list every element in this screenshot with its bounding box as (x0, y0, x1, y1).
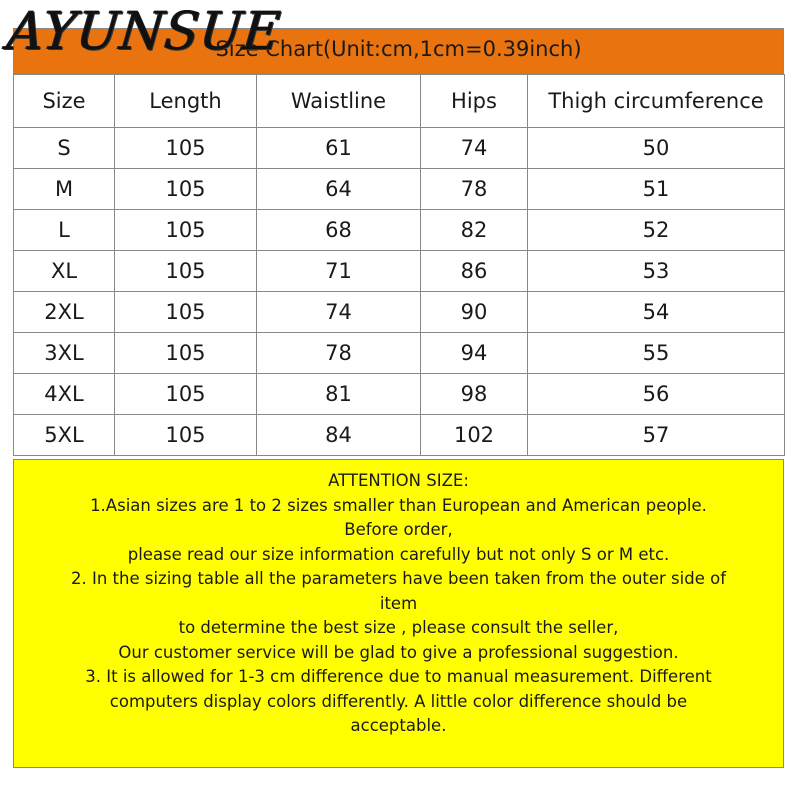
attention-line: 1.Asian sizes are 1 to 2 sizes smaller than European and American people. (90, 495, 707, 515)
table-row (14, 415, 785, 456)
column-header: Length (115, 75, 257, 128)
column-header: Hips (421, 75, 528, 128)
column-header: Thigh circumference (528, 75, 785, 128)
table-cell: 50 (528, 128, 785, 169)
table-cell: M (14, 169, 115, 210)
table-cell: 51 (528, 169, 785, 210)
table-cell: 74 (257, 292, 421, 333)
table-cell: XL (14, 251, 115, 292)
table-cell: 90 (421, 292, 528, 333)
table-row (14, 169, 785, 210)
table-cell: 55 (528, 333, 785, 374)
table-cell: 105 (115, 415, 257, 456)
table-cell: 98 (421, 374, 528, 415)
table-cell: 61 (257, 128, 421, 169)
table-cell: 74 (421, 128, 528, 169)
table-cell: 3XL (14, 333, 115, 374)
attention-heading: ATTENTION SIZE: (328, 471, 469, 490)
table-cell: 105 (115, 210, 257, 251)
table-cell: 105 (115, 292, 257, 333)
table-cell: 54 (528, 292, 785, 333)
attention-line: 3. It is allowed for 1-3 cm difference due to manual measurement. Different (85, 667, 712, 686)
table-cell: 81 (257, 374, 421, 415)
table-cell: 56 (528, 374, 785, 415)
attention-line: Before order, (344, 520, 453, 539)
table-cell: 5XL (14, 415, 115, 456)
table-cell: 105 (115, 169, 257, 210)
table-row (14, 128, 785, 169)
table-cell: 84 (257, 415, 421, 456)
table-cell: S (14, 128, 115, 169)
table-cell: 57 (528, 415, 785, 456)
attention-line: acceptable. (350, 716, 447, 735)
table-cell: L (14, 210, 115, 251)
table-row (14, 333, 785, 374)
table-cell: 2XL (14, 292, 115, 333)
table-row (14, 374, 785, 415)
table-header-row (14, 75, 785, 128)
table-cell: 68 (257, 210, 421, 251)
table-cell: 94 (421, 333, 528, 374)
attention-line: computers display colors differently. A little color difference should be (109, 691, 688, 711)
table-cell: 78 (257, 333, 421, 374)
size-chart-title: Size Chart(Unit:cm,1cm=0.39inch) (215, 37, 582, 61)
table-cell: 4XL (14, 374, 115, 415)
table-cell: 82 (421, 210, 528, 251)
table-cell: 105 (115, 128, 257, 169)
attention-note (13, 459, 784, 768)
table-cell: 105 (115, 251, 257, 292)
attention-line: item (379, 593, 418, 613)
table-cell: 53 (528, 251, 785, 292)
table-row (14, 210, 785, 251)
brand-logo: AYUNSUE (4, 0, 284, 62)
attention-line: to determine the best size , please consult the seller, (178, 618, 619, 637)
table-cell: 52 (528, 210, 785, 251)
attention-line: 2. In the sizing table all the parameters have been taken from the outer side of (70, 569, 727, 588)
table-cell: 78 (421, 169, 528, 210)
column-header: Size (14, 75, 115, 128)
table-cell: 102 (421, 415, 528, 456)
table-cell: 105 (115, 374, 257, 415)
table-row (14, 292, 785, 333)
size-table (13, 74, 785, 456)
table-cell: 71 (257, 251, 421, 292)
attention-line: please read our size information carefully but not only S or M etc. (127, 544, 670, 564)
table-row (14, 251, 785, 292)
column-header: Waistline (257, 75, 421, 128)
attention-line: Our customer service will be glad to give a professional suggestion. (118, 642, 679, 662)
table-cell: 105 (115, 333, 257, 374)
table-cell: 86 (421, 251, 528, 292)
table-cell: 64 (257, 169, 421, 210)
